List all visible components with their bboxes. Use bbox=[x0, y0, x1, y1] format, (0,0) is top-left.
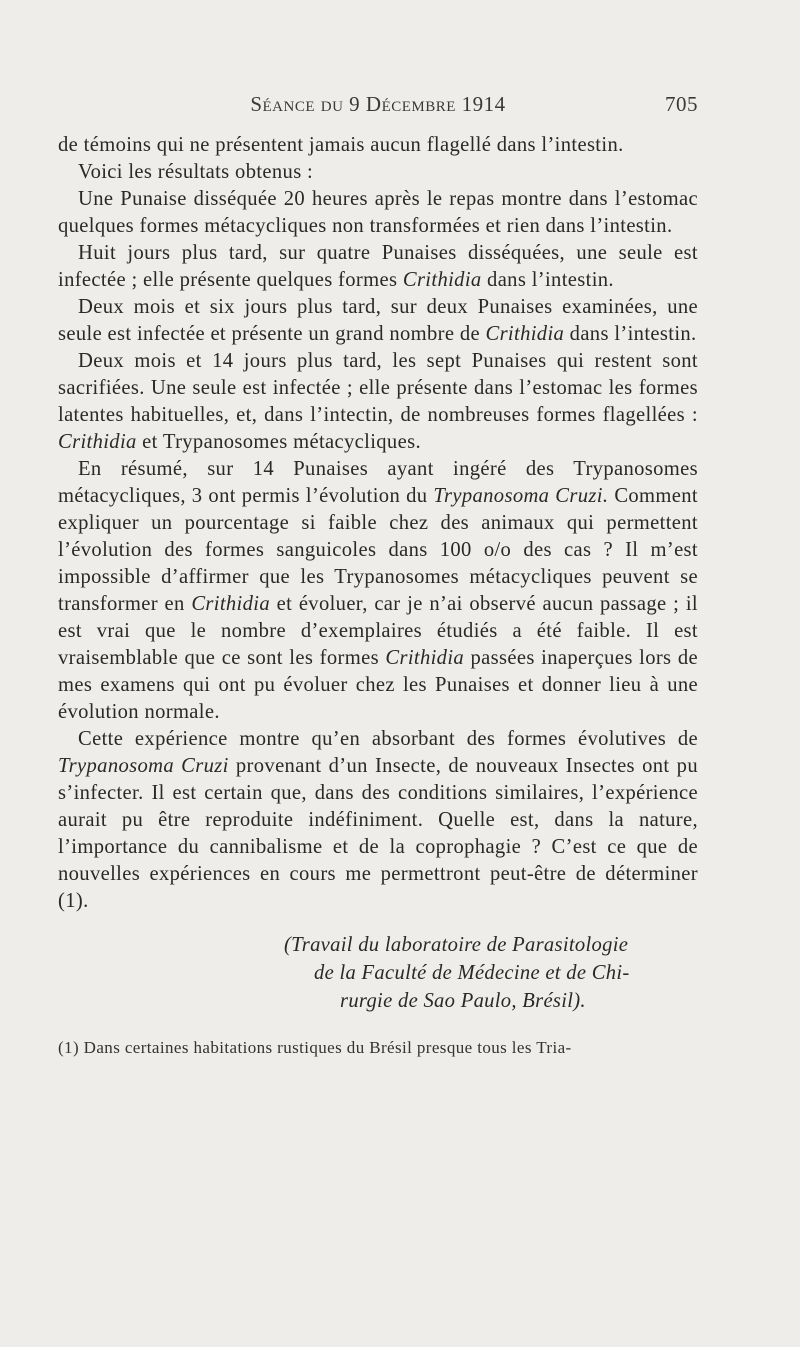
paragraph-text: Deux mois et 14 jours plus tard, les sept Punaises qui restent sont sacrifiées. Une seule est infectée ; elle présente dans l’estomac les formes latentes habituelles, et, dans l’intectin, de nombreuses formes flagellées : bbox=[58, 350, 698, 426]
running-title: Séance du 9 Décembre 1914 bbox=[250, 92, 506, 116]
paragraph-text: et évoluer, car je n’ai observé aucun passage ; il est vrai que le nombre d’exemplaires étudiés a été faible. Il est vraisemblable que ce sont les formes bbox=[58, 593, 699, 669]
footnote bbox=[58, 1037, 698, 1059]
paragraph-20-hours bbox=[58, 186, 698, 240]
article-body bbox=[58, 132, 698, 915]
paragraph-two-months-six-days bbox=[58, 294, 698, 348]
paragraph-text: Une Punaise disséquée 20 heures après le repas montre dans l’estomac quelques formes métacycliques non transformées et rien dans l’intestin. bbox=[58, 188, 698, 237]
paragraph-text: Comment expliquer un pourcentage si faible chez des animaux qui permettent l’évolution des formes sanguicoles dans 100 o/o des cas ? Il m’est impossible d’affirmer que les Trypanosomes métacycliques peuvent se transformer en bbox=[58, 485, 698, 615]
italic-term: Trypanosoma Cruzi. bbox=[433, 485, 609, 507]
journal-page bbox=[58, 92, 698, 1059]
paragraph-results-intro bbox=[58, 159, 698, 186]
paragraph-text: dans l’intestin. bbox=[481, 269, 614, 291]
credit-line: de la Faculté de Médecine et de Chi- bbox=[314, 962, 630, 984]
paragraph-text: Cette expérience montre qu’en absorbant des formes évolutives de bbox=[78, 728, 698, 750]
credit-line: rurgie de Sao Paulo, Brésil). bbox=[340, 990, 586, 1012]
paragraph-summary bbox=[58, 456, 698, 726]
running-head bbox=[58, 92, 698, 122]
paragraph-text: En résumé, sur 14 Punaises ayant ingéré des Trypanosomes métacycliques, 3 ont permis l’évolution du bbox=[58, 458, 698, 507]
paragraph-text: de témoins qui ne présentent jamais aucun flagellé dans l’intestin. bbox=[58, 134, 624, 156]
page-number: 705 bbox=[665, 92, 698, 116]
footnote-text: (1) Dans certaines habitations rustiques du Brésil presque tous les Tria- bbox=[58, 1038, 572, 1057]
italic-term: Crithidia bbox=[191, 593, 270, 615]
italic-term: Crithidia bbox=[402, 269, 482, 291]
laboratory-credit bbox=[284, 931, 698, 1015]
paragraph-eight-days bbox=[58, 240, 698, 294]
italic-term: Crithidia bbox=[385, 647, 465, 669]
credit-line: (Travail du laboratoire de Parasitologie bbox=[284, 934, 629, 956]
italic-term: Trypanosoma Cruzi bbox=[58, 755, 229, 777]
paragraph-text: Huit jours plus tard, sur quatre Punaises disséquées, une seule est infectée ; elle présente quelques formes bbox=[58, 242, 698, 291]
paragraph-continuation bbox=[58, 132, 698, 159]
italic-term: Crithidia bbox=[58, 431, 137, 453]
paragraph-text: provenant d’un Insecte, de nouveaux Insectes ont pu s’infecter. Il est certain que, dans des conditions similaires, l’expérience aurait pu être reproduite indéfiniment. Quelle est, dans la nature, l’importance du cannibalisme et de la coprophagie ? C’est ce que de nouvelles expériences en cours me permettront peut-être de déterminer (1). bbox=[58, 755, 698, 912]
paragraph-text: dans l’intestin. bbox=[564, 323, 697, 345]
paragraph-text: Voici les résultats obtenus : bbox=[78, 161, 314, 183]
italic-term: Crithidia bbox=[485, 323, 565, 345]
paragraph-text: passées inaperçues lors de mes examens qui ont pu évoluer chez les Punaises et donner lieu à une évolution normale. bbox=[58, 647, 698, 723]
paragraph-text: et Trypanosomes métacycliques. bbox=[136, 431, 421, 453]
paragraph-conclusion bbox=[58, 726, 698, 915]
paragraph-text: Deux mois et six jours plus tard, sur deux Punaises examinées, une seule est infectée et présente un grand nombre de bbox=[58, 296, 698, 345]
paragraph-two-months-14-days bbox=[58, 348, 698, 456]
